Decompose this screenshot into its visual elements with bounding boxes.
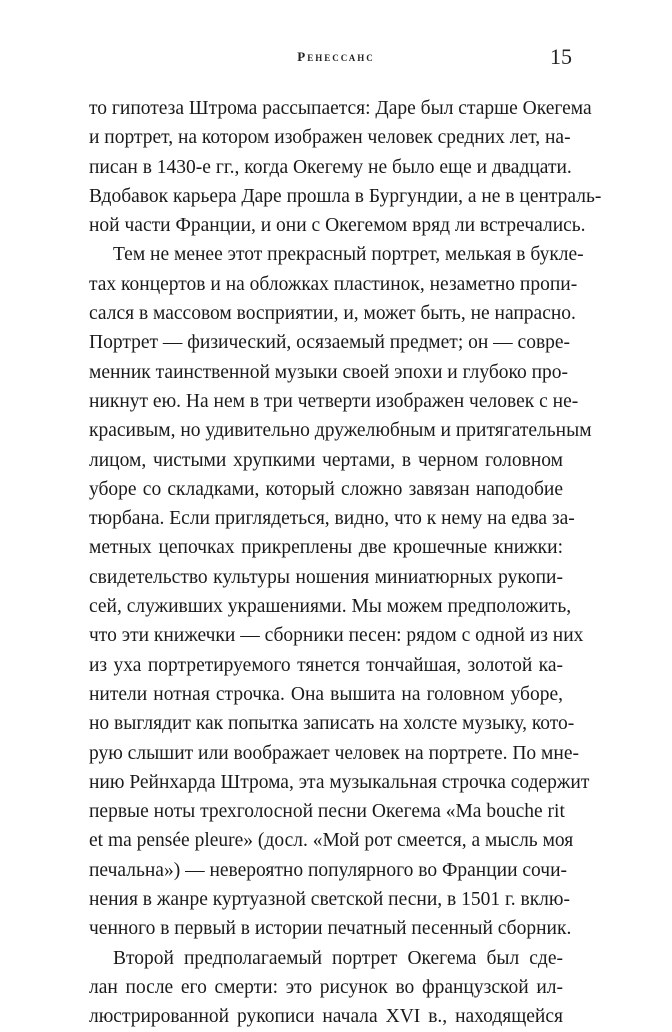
text-line: то гипотеза Штрома рассыпается: Даре был старше Окегема [89,98,592,119]
text-line: первые ноты трехголосной песни Окегема «Ma bouche rit [89,801,565,823]
paragraph-1 [89,94,602,240]
text-line: et ma pensée pleure» (досл. «Мой рот смеется, а мысль моя [89,830,574,852]
text-line: нию Рейнхарда Штрома, эта музыкальная строчка содержит [89,771,590,793]
text-line: уборе со складками, который сложно завязан наподобие [89,478,563,500]
text-line: ной части Франции, и они с Окегемом вряд ли встречались. [89,215,586,237]
text-line: тах концертов и на обложках пластинок, незаметно пропи- [89,273,578,295]
text-line: печальна») — невероятно популярного во Франции сочи- [89,859,568,881]
text-line: свидетельство культуры ношения миниатюрных рукопи- [89,566,563,588]
body-text [89,94,602,1032]
text-line: никнут ею. На нем в три четверти изображен человек с не- [89,390,579,412]
text-line: красивым, но удивительно дружелюбным и притягательным [89,420,592,442]
paragraph-2 [89,240,592,943]
page-header [0,44,672,74]
text-line: лан после его смерти: это рисунок во французской ил- [89,976,563,998]
text-line: из уха портретируемого тянется тончайшая, золотой ка- [89,654,563,676]
paragraph-3 [89,944,563,1032]
text-line: рую слышит или воображает человек на портрете. По мне- [89,742,579,764]
text-line: сей, служивших украшениями. Мы можем предположить, [89,596,572,618]
text-line: сался в массовом восприятии, и, может быть, не напрасно. [89,303,576,325]
text-line: лицом, чистыми хрупкими чертами, в черном головном [89,449,563,471]
text-line: ченного в первый в истории печатный песенный сборник. [89,918,572,940]
text-line: писан в 1430-е гг., когда Окегему не было еще и двадцати. [89,156,572,178]
text-line: нения в жанре куртуазной светской песни, в 1501 г. вклю- [89,889,570,911]
text-line: люстрированной рукописи начала XVI в., находящейся [89,1006,563,1028]
text-line: тюрбана. Если приглядеться, видно, что к нему на едва за- [89,508,575,530]
text-line: Портрет — физический, осязаемый предмет; он — совре- [89,332,571,354]
text-line: менник таинственной музыки своей эпохи и глубоко про- [89,361,569,383]
text-line: нители нотная строчка. Она вышита на головном уборе, [89,683,563,705]
text-line: Второй предполагаемый портрет Окегема был сде- [113,947,563,969]
text-line: и портрет, на котором изображен человек средних лет, на- [89,127,571,149]
text-line: метных цепочках прикреплены две крошечные книжки: [89,537,563,559]
running-head: Ренессанс [297,49,375,64]
text-line: но выглядит как попытка записать на холсте музыку, кото- [89,713,575,735]
text-line: Вдобавок карьера Даре прошла в Бургундии, а не в централь- [89,185,602,207]
text-line: что эти книжечки — сборники песен: рядом с одной из них [89,625,584,647]
page-number: 15 [550,44,572,69]
text-line: Тем не менее этот прекрасный портрет, мелькая в букле- [113,244,584,266]
